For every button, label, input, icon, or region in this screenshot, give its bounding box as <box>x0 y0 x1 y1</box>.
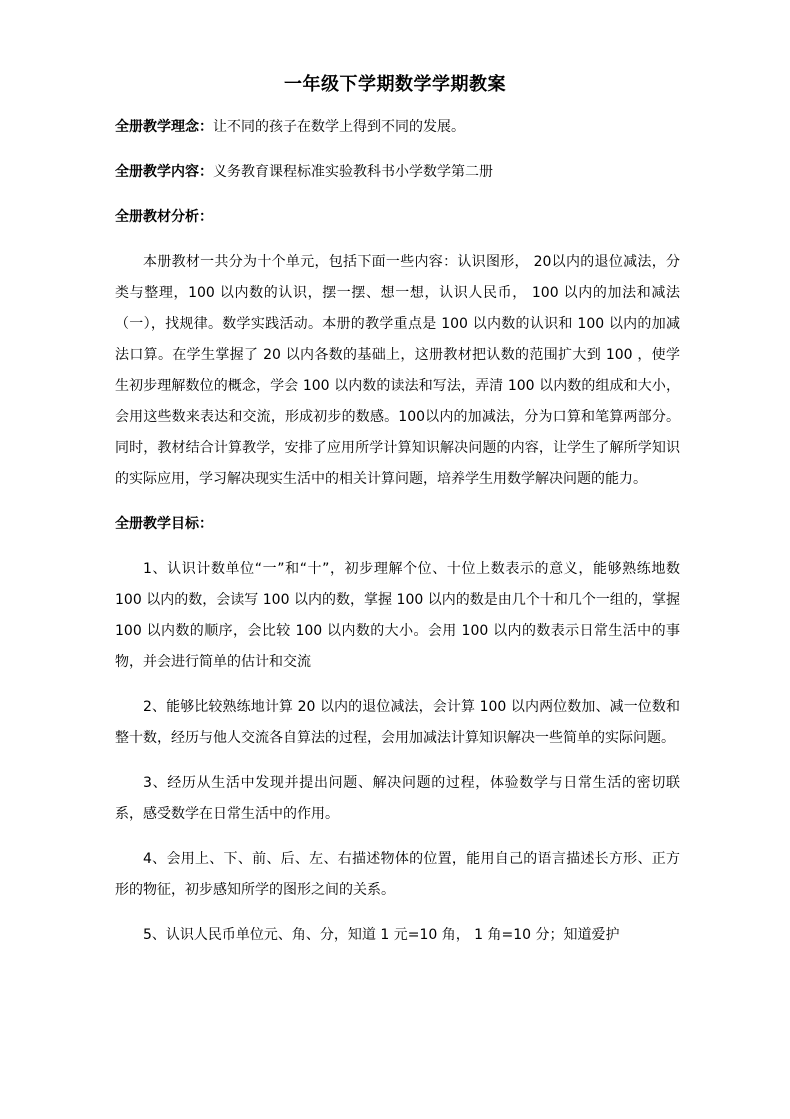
concept-text: 让不同的孩子在数学上得到不同的发展。 <box>213 119 465 135</box>
content-text: 义务教育课程标准实验教科书小学数学第二册 <box>213 164 493 180</box>
concept-line <box>115 112 680 143</box>
goal-item-3: 3、经历从生活中发现并提出问题、解决问题的过程，体验数学与日常生活的密切联系，感受数学在日常生活中的作用。 <box>115 775 680 822</box>
goals-heading: 全册教学目标： <box>115 516 213 532</box>
content-label: 全册教学内容： <box>115 164 213 180</box>
document-body <box>115 112 680 965</box>
concept-label: 全册教学理念： <box>115 119 213 135</box>
goal-item-4: 4、会用上、下、前、后、左、右描述物体的位置，能用自己的语言描述长方形、正方形的物征，初步感知所学的图形之间的关系。 <box>115 851 680 898</box>
content-line <box>115 157 680 188</box>
document-title: 一年级下学期数学学期教案 <box>284 74 506 95</box>
goal-item-1: 1、认识计数单位“一”和“十”，初步理解个位、十位上数表示的意义，能够熟练地数 100 以内的数，会读写 100 以内的数，掌握 100 以内的数是由几个十和几个一组的，掌握 100 以内数的顺序，会比较 100 以内数的大小。会用 100 以内的数表示日常生活中的事物，并会进行简单的估计和交流 <box>115 561 680 670</box>
analysis-heading: 全册教材分析： <box>115 209 213 225</box>
goal-item-5: 5、认识人民币单位元、角、分，知道 1 元=10 角， 1 角=10 分；知道爱护 <box>143 927 620 943</box>
analysis-paragraph: 本册教材一共分为十个单元，包括下面一些内容：认识图形， 20以内的退位减法，分类与整理，100 以内数的认识，摆一摆、想一想，认识人民币， 100 以内的加法和减法（一），找规律。数学实践活动。本册的教学重点是 100 以内数的认识和 100 以内的加减法口算。在学生掌握了 20 以内各数的基础上，这册教材把认数的范围扩大到 100 ，使学生初步理解数位的概念，学会 100 以内数的读法和写法，弄清 100 以内数的组成和大小，会用这些数来表达和交流，形成初步的数感。100以内的加减法，分为口算和笔算两部分。同时，教材结合计算教学，安排了应用所学计算知识解决问题的内容，让学生了解所学知识的实际应用，学习解决现实生活中的相关计算问题，培养学生用数学解决问题的能力。 <box>115 254 680 487</box>
goal-item-2: 2、能够比较熟练地计算 20 以内的退位减法，会计算 100 以内两位数加、减一位数和整十数，经历与他人交流各自算法的过程，会用加减法计算知识解决一些简单的实际问题。 <box>115 699 680 746</box>
